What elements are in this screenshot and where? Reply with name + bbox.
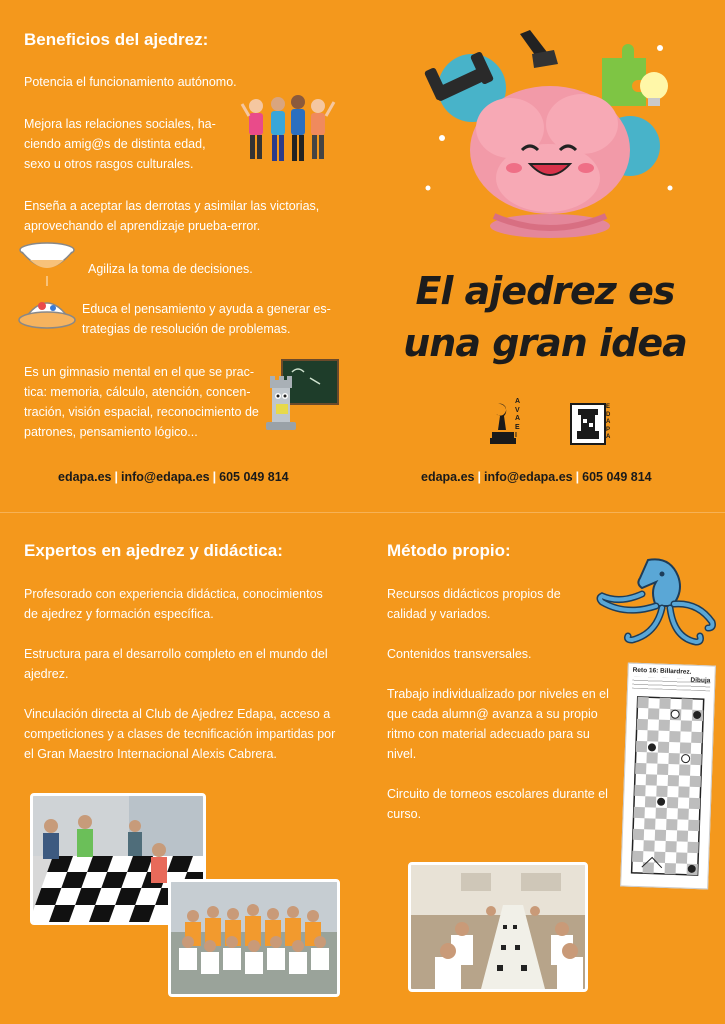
kids-illustration <box>238 92 338 166</box>
rook-teacher-illustration <box>262 358 340 436</box>
hourglass-icon <box>16 242 78 332</box>
website-link[interactable]: edapa.es <box>421 470 475 484</box>
worksheet-board <box>621 691 714 884</box>
method-text: Recursos didácticos propios de calidad y variados. Contenidos transversales. Trabajo individualizado por niveles en el que cada alumn@ avanza a su propio ritmo con material adecuado para su nivel. Circuito de torneos escolares durante el curso. <box>387 587 609 821</box>
tournament-photo <box>408 862 588 992</box>
experts-heading: Expertos en ajedrez y didáctica: <box>24 541 283 560</box>
website-link[interactable]: edapa.es <box>58 470 112 484</box>
benefit-defeats: Enseña a aceptar las derrotas y asimilar las victorias, aprovechando el aprendizaje prueba-error. <box>24 199 320 233</box>
benefits-heading: Beneficios del ajedrez: <box>24 30 209 49</box>
email-link[interactable]: info@edapa.es <box>121 470 210 484</box>
benefit-strategies: Educa el pensamiento y ayuda a generar es- trategias de resolución de problemas. <box>82 302 331 336</box>
edapa-logo-text: EDAPA <box>606 404 611 440</box>
worksheet-image <box>620 663 716 890</box>
left-contact: edapa.es | info@edapa.es | 605 049 814 <box>58 470 289 484</box>
brain-mascot-illustration <box>422 28 680 248</box>
benefit-autonomy: Potencia el funcionamiento autónomo. <box>24 75 237 89</box>
email-link[interactable]: info@edapa.es <box>484 470 573 484</box>
fold-divider <box>0 512 725 513</box>
group-photo <box>168 879 340 997</box>
worksheet-title: Reto 16: Billardrez. <box>632 666 692 676</box>
benefit-decisions: Agiliza la toma de decisiones. <box>88 262 253 276</box>
benefit-social: Mejora las relaciones sociales, ha- ciendo amig@s de distinta edad, sexo u otros rasgos culturales. <box>24 117 216 171</box>
phone-number[interactable]: 605 049 814 <box>582 470 652 484</box>
right-contact: edapa.es | info@edapa.es | 605 049 814 <box>421 470 652 484</box>
method-heading: Método propio: <box>387 541 511 560</box>
edapa-logo <box>570 403 606 445</box>
experts-text: Profesorado con experiencia didáctica, conocimientos de ajedrez y formación específica. Estructura para el desarrollo completo en el mundo del ajedrez. Vinculación directa al Club de Ajedrez Edapa, acceso a competiciones y a clases de tecnificación impartidas por el Gran Maestro Internacional Alexis Cabrera. <box>24 587 336 761</box>
octopus-knight-illustration <box>596 556 720 652</box>
benefit-mental-gym: Es un gimnasio mental en el que se prac- tica: memoria, cálculo, atención, concen- tración, visión espacial, reconocimiento de patrones, pensamiento lógico... <box>24 365 259 439</box>
avaei-logo-text: AVAEI <box>515 398 521 439</box>
slogan: El ajedrez es una gran idea <box>403 269 687 365</box>
avaei-logo <box>488 398 528 446</box>
phone-number[interactable]: 605 049 814 <box>219 470 289 484</box>
worksheet-subtitle: Dibuja <box>690 676 711 685</box>
